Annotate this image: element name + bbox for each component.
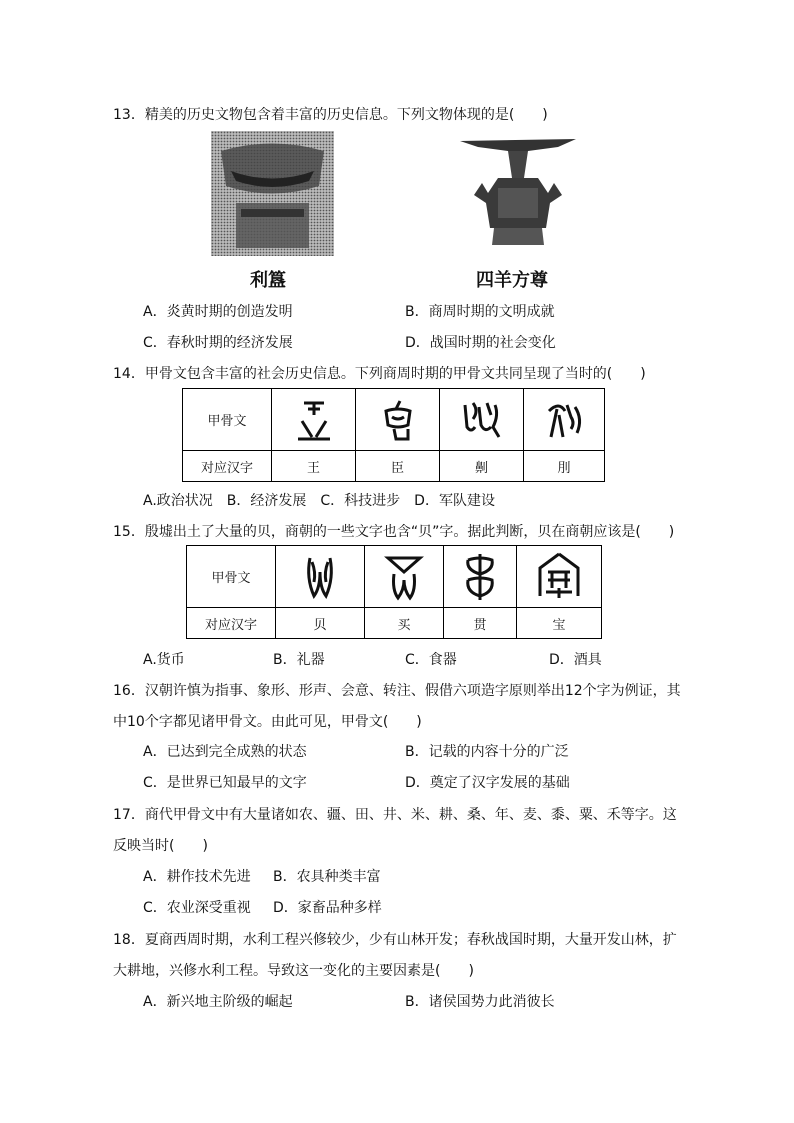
q16-stem-line2: 中10个字都见诸甲骨文。由此可见，甲骨文( ) (113, 714, 422, 730)
q15-option-a[interactable]: A.货币 (143, 652, 185, 668)
q15-option-d[interactable]: D．酒具 (549, 652, 602, 668)
q18-stem-line1: 18．夏商西周时期，水利工程兴修较少，少有山林开发；春秋战国时期，大量开发山林，扩 (113, 932, 677, 948)
oracle-glyph-chen (356, 389, 440, 451)
q14-stem: 14．甲骨文包含丰富的社会历史信息。下列商周时期的甲骨文共同呈现了当时的( ) (113, 366, 646, 382)
q17-option-c[interactable]: C．农业深受重视 (143, 900, 251, 916)
oracle-glyph-wang (272, 389, 356, 451)
oracle-glyph-guan (444, 546, 517, 608)
q14-row-label-modern: 对应汉字 (183, 451, 272, 482)
q14-table (182, 388, 605, 482)
q17-stem-line2: 反映当时( ) (113, 838, 208, 854)
oracle-glyph-yue (524, 389, 605, 451)
li-gui-image (211, 131, 334, 256)
q15-table (186, 545, 602, 639)
q15-option-c[interactable]: C．食器 (405, 652, 457, 668)
q13-option-d[interactable]: D．战国时期的社会变化 (405, 335, 556, 351)
q15-stem: 15．殷墟出土了大量的贝，商朝的一些文字也含“贝”字。据此判断，贝在商朝应该是( ) (113, 524, 675, 540)
q14-char-2: 臣 (356, 451, 440, 482)
q16-option-a[interactable]: A．已达到完全成熟的状态 (143, 744, 307, 760)
q16-option-d[interactable]: D．奠定了汉字发展的基础 (405, 775, 570, 791)
q14-char-3: 劓 (440, 451, 524, 482)
q15-option-b[interactable]: B．礼器 (273, 652, 325, 668)
q15-row-label-modern: 对应汉字 (187, 608, 276, 639)
q18-stem-line2: 大耕地，兴修水利工程。导致这一变化的主要因素是( ) (113, 963, 474, 979)
q15-row-label-oracle: 甲骨文 (187, 546, 276, 608)
oracle-glyph-mai (365, 546, 444, 608)
q17-option-a[interactable]: A．耕作技术先进 (143, 869, 251, 885)
q13-option-a[interactable]: A．炎黄时期的创造发明 (143, 304, 293, 320)
q18-option-a[interactable]: A．新兴地主阶级的崛起 (143, 994, 293, 1010)
q17-option-d[interactable]: D．家畜品种多样 (273, 900, 382, 916)
q13-option-c[interactable]: C．春秋时期的经济发展 (143, 335, 293, 351)
li-gui-caption: 利簋 (250, 270, 286, 291)
q14-row-label-oracle: 甲骨文 (183, 389, 272, 451)
q17-stem-line1: 17．商代甲骨文中有大量诸如农、疆、田、井、米、耕、桑、年、麦、黍、粟、禾等字。这 (113, 807, 677, 823)
oracle-glyph-bei (276, 546, 365, 608)
oracle-glyph-bao (517, 546, 602, 608)
q16-option-c[interactable]: C．是世界已知最早的文字 (143, 775, 307, 791)
q16-stem-line1: 16．汉朝许慎为指事、象形、形声、会意、转注、假借六项造字原则举出12个字为例证，其 (113, 683, 681, 699)
q18-option-b[interactable]: B．诸侯国势力此消彼长 (405, 994, 555, 1010)
q15-char-4: 宝 (517, 608, 602, 639)
q15-char-2: 买 (365, 608, 444, 639)
four-sheep-zun-caption: 四羊方尊 (476, 270, 548, 291)
oracle-glyph-yi (440, 389, 524, 451)
q14-options[interactable]: A.政治状况 B．经济发展 C．科技进步 D．军队建设 (143, 493, 495, 509)
four-sheep-zun-image (458, 133, 578, 248)
q15-char-1: 贝 (276, 608, 365, 639)
q14-char-1: 王 (272, 451, 356, 482)
q13-option-b[interactable]: B．商周时期的文明成就 (405, 304, 555, 320)
q15-char-3: 贯 (444, 608, 517, 639)
q17-option-b[interactable]: B．农具种类丰富 (273, 869, 381, 885)
q14-char-4: 刖 (524, 451, 605, 482)
q13-stem: 13．精美的历史文物包含着丰富的历史信息。下列文物体现的是( ) (113, 107, 548, 123)
q16-option-b[interactable]: B．记载的内容十分的广泛 (405, 744, 569, 760)
